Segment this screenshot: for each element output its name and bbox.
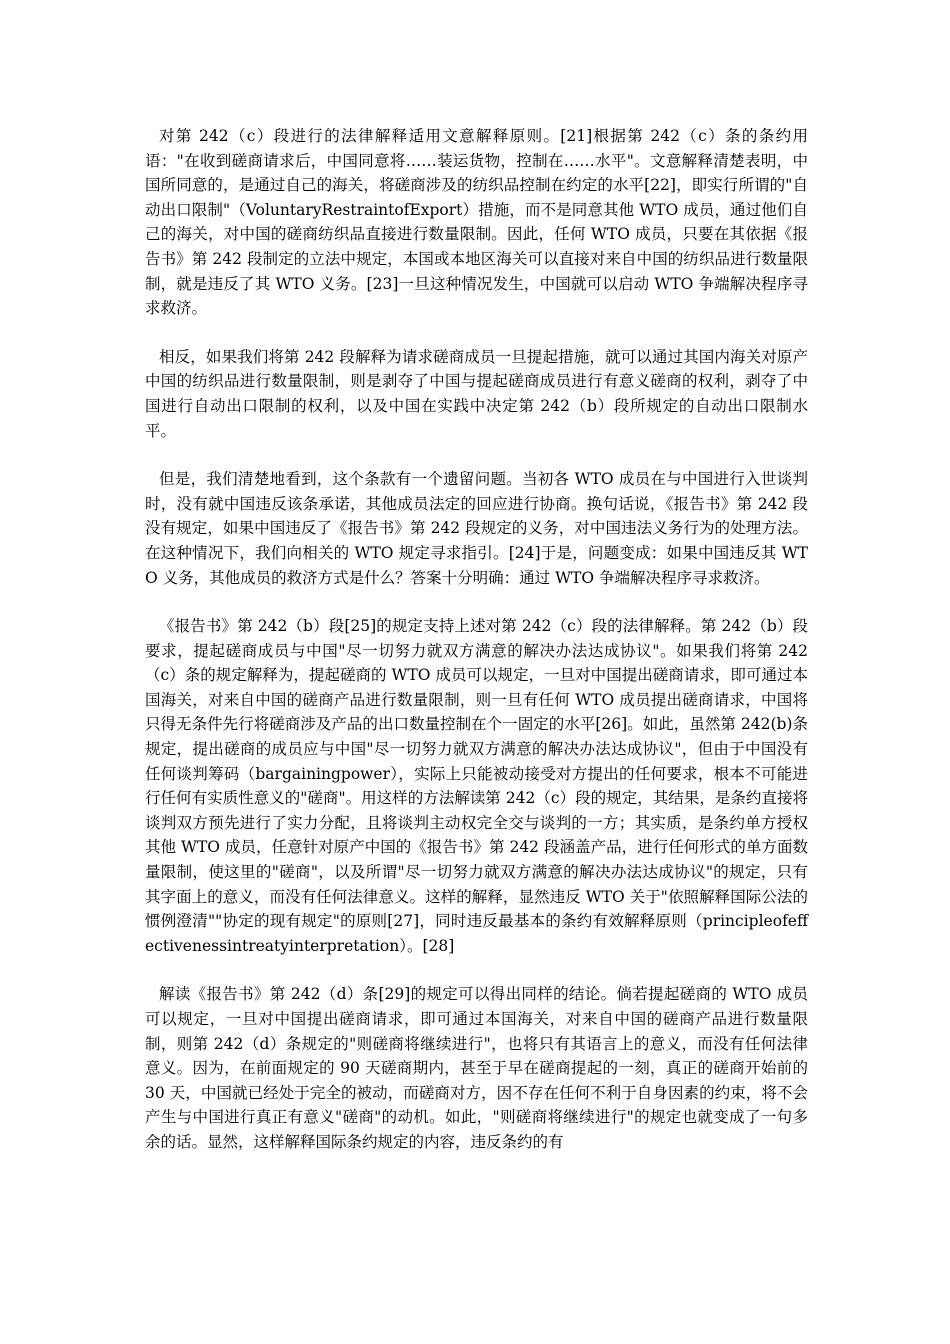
paragraph-3: 但是，我们清楚地看到，这个条款有一个遗留问题。当初各 WTO 成员在与中国进行入世谈判时，没有就中国违反该条承诺，其他成员法定的回应进行协商。换句话说，《报告书》第 242 段没有规定，如果中国违反了《报告书》第 242 段规定的义务，对中国违法义务行为的处理方法。在这种情况下，我们向相关的 WTO 规定寻求指引。[24]于是，问题变成：如果中国违反其 WTO 义务，其他成员的救济方式是什么？答案十分明确：通过 WTO 争端解决程序寻求救济。: [145, 470, 808, 587]
paragraph-1: 对第 242（c）段进行的法律解释适用文意解释原则。[21]根据第 242（c）条的条约用语："在收到磋商请求后，中国同意将……装运货物，控制在……水平"。文意解释清楚表明，中国所同意的，是通过自己的海关，将磋商涉及的纺织品控制在约定的水平[22]，即实行所谓的"自动出口限制"（VoluntaryRestraintofExport）措施，而不是同意其他 WTO 成员，通过他们自己的海关，对中国的磋商纺织品直接进行数量限制。因此，任何 WTO 成员，只要在其依据《报告书》第 242 段制定的立法中规定，本国或本地区海关可以直接对来自中国的纺织品进行数量限制，就是违反了其 WTO 义务。[23]一旦这种情况发生，中国就可以启动 WTO 争端解决程序寻求救济。: [145, 127, 808, 318]
paragraph-4: 《报告书》第 242（b）段[25]的规定支持上述对第 242（c）段的法律解释。第 242（b）段要求，提起磋商成员与中国"尽一切努力就双方满意的解决办法达成协议"。如果我们将第 242（c）条的规定解释为，提起磋商的 WTO 成员可以规定，一旦对中国提出磋商请求，即可通过本国海关，对来自中国的磋商产品进行数量限制，则一旦有任何 WTO 成员提出磋商请求，中国将只得无条件先行将磋商涉及产品的出口数量控制在个一固定的水平[26]。如此，虽然第 242(b)条规定，提出磋商的成员应与中国"尽一切努力就双方满意的解决办法达成协议"，但由于中国没有任何谈判筹码（bargainingpower），实际上只能被动接受对方提出的任何要求，根本不可能进行任何有实质性意义的"磋商"。用这样的方法解读第 242（c）段的规定，其结果，是条约直接将谈判双方预先进行了实力分配，且将谈判主动权完全交与谈判的一方；其实质，是条约单方授权其他 WTO 成员，任意针对原产中国的《报告书》第 242 段涵盖产品，进行任何形式的单方面数量限制，使这里的"磋商"，以及所谓"尽一切努力就双方满意的解决办法达成协议"的规定，只有其字面上的意义，而没有任何法律意义。这样的解释，显然违反 WTO 关于"依照解释国际公法的惯例澄清""协定的现有规定"的原则[27]，同时违反最基本的条约有效解释原则（principleofeffectivenessintreatyinterpretation）。[28]: [145, 617, 808, 955]
document-body: [145, 124, 808, 1155]
paragraph-2: 相反，如果我们将第 242 段解释为请求磋商成员一旦提起措施，就可以通过其国内海关对原产中国的纺织品进行数量限制，则是剥夺了中国与提起磋商成员进行有意义磋商的权利，剥夺了中国进行自动出口限制的权利，以及中国在实践中决定第 242（b）段所规定的自动出口限制水平。: [145, 347, 808, 440]
paragraph-5: 解读《报告书》第 242（d）条[29]的规定可以得出同样的结论。倘若提起磋商的 WTO 成员可以规定，一旦对中国提出磋商请求，即可通过本国海关，对来自中国的磋商产品进行数量限制，则第 242（d）条规定的"则磋商将继续进行"，也将只有其语言上的意义，而没有任何法律意义。因为，在前面规定的 90 天磋商期内，甚至于早在磋商提起的一刻，真正的磋商开始前的 30 天，中国就已经处于完全的被动，而磋商对方，因不存在任何不利于自身因素的约束，将不会产生与中国进行真正有意义"磋商"的动机。如此，"则磋商将继续进行"的规定也就变成了一句多余的话。显然，这样解释国际条约规定的内容，违反条约的有: [145, 985, 808, 1151]
